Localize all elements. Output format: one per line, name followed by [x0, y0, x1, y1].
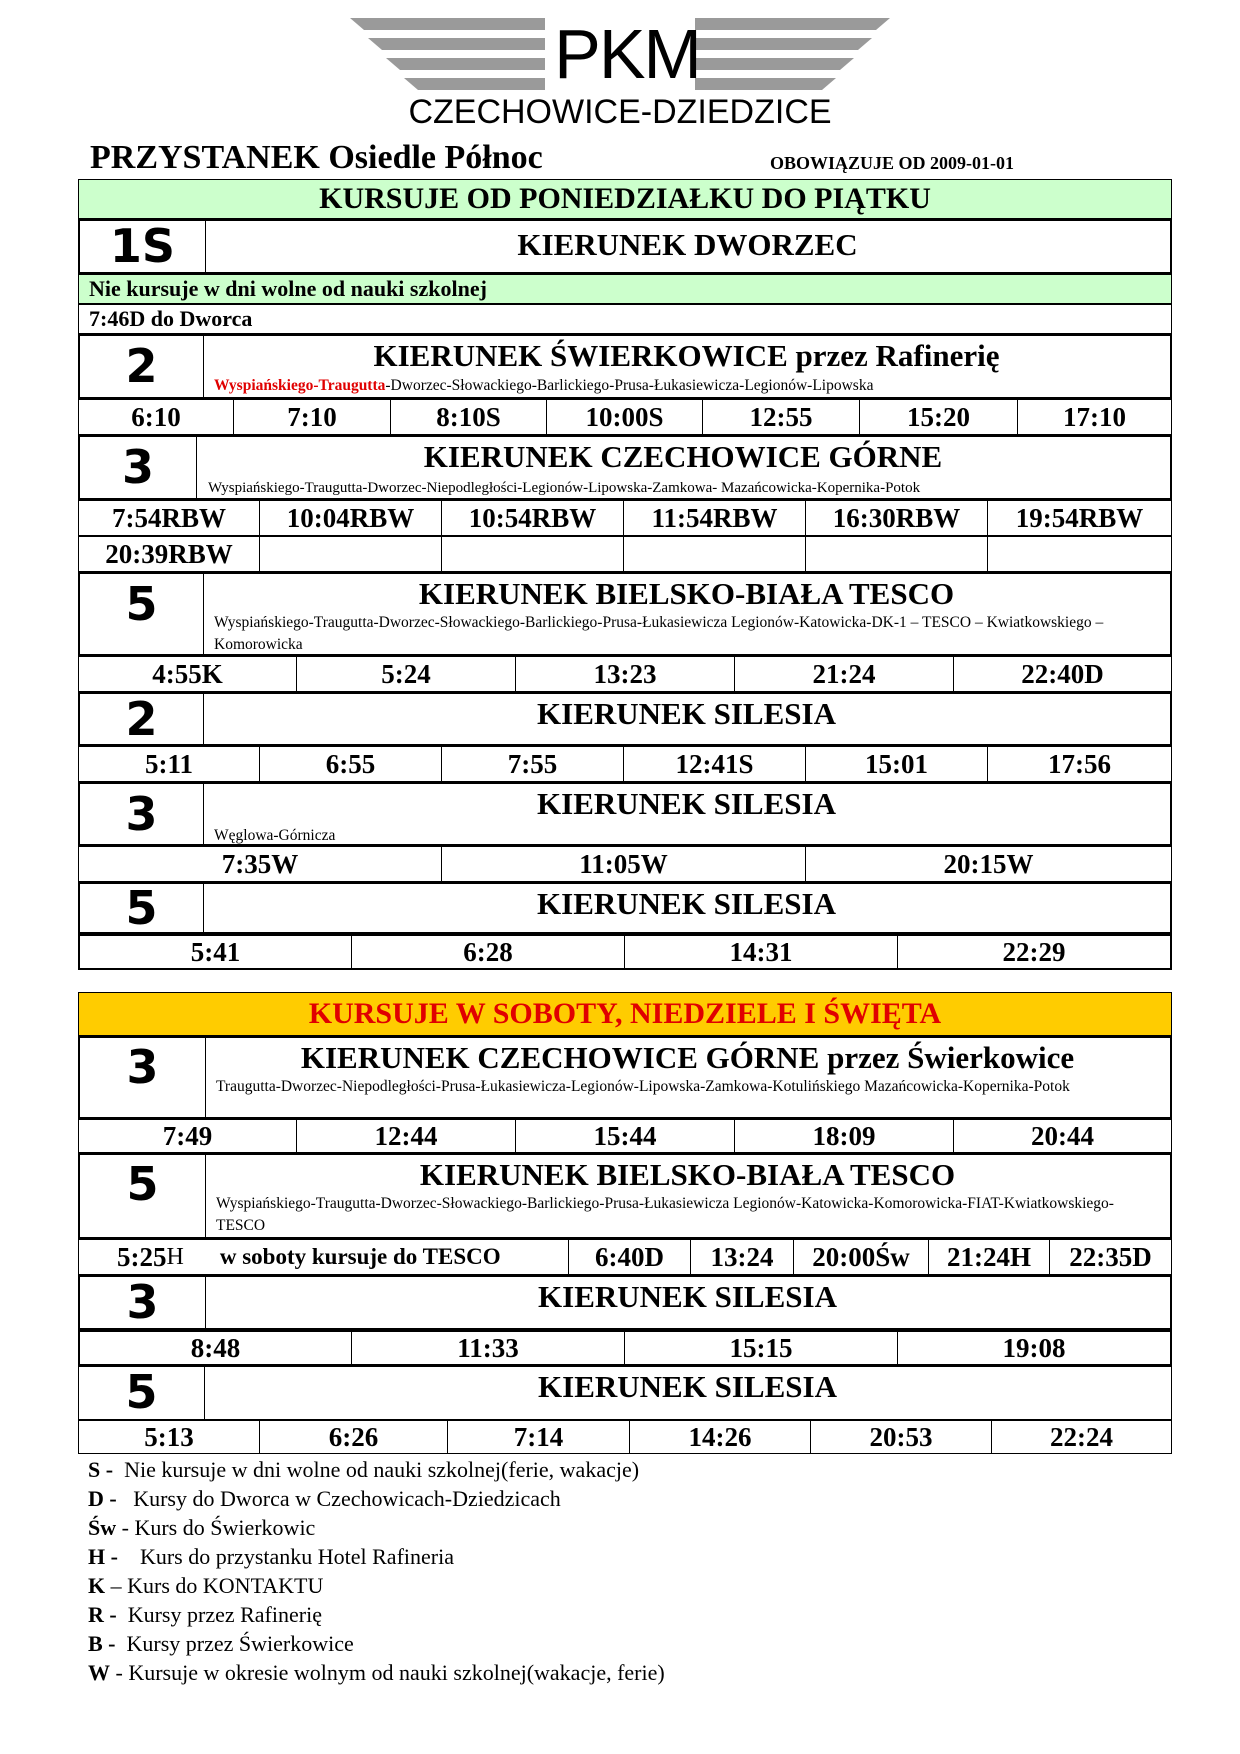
weekend-route-3-czechowice-times — [78, 1119, 1172, 1153]
departure-time: 7:35W — [79, 847, 442, 881]
route-number: 2 — [80, 694, 204, 744]
route-2-swierkowice-times — [78, 399, 1172, 435]
departure-time: 15:44 — [516, 1120, 735, 1152]
departure-time: 5:11 — [79, 747, 260, 781]
departure-time: 21:24 — [735, 657, 954, 691]
route-direction: KIERUNEK ŚWIERKOWICE przez Rafinerię — [373, 338, 1000, 373]
route-via: Wyspiańskiego-Traugutta-Dworzec-Słowackiego-Barlickiego-Prusa-Łukasiewicza Legionów-Katowicka-DK-1 – TESCO – Kwiatkowskiego – Komorowicka — [214, 614, 1104, 653]
departure-time: 14:26 — [630, 1421, 811, 1453]
route-number: 3 — [80, 1277, 206, 1328]
route-1s-note: Nie kursuje w dni wolne od nauki szkolnej — [78, 274, 1172, 304]
departure-time: 7:55 — [442, 747, 624, 781]
legend-item — [88, 1658, 665, 1687]
route-3-czechowice-times-row1 — [78, 500, 1172, 536]
departure-time: 11:33 — [352, 1332, 625, 1364]
legend-item — [88, 1571, 665, 1600]
route-via-rest: -Dworzec-Słowackiego-Barlickiego-Prusa-Łukasiewicza-Legionów-Lipowska — [385, 377, 874, 394]
departure-time-with-note — [79, 1240, 569, 1274]
legend-item — [88, 1542, 665, 1571]
departure-note: w soboty kursuje do TESCO — [219, 1244, 501, 1269]
departure-time: 7:54RBW — [79, 501, 260, 535]
route-direction: KIERUNEK SILESIA — [537, 696, 836, 731]
departure-time: 22:29 — [1002, 936, 1066, 967]
departure-time: 6:40D — [569, 1240, 691, 1274]
weekend-route-3-czechowice-gorne — [78, 1036, 1172, 1119]
empty-cell — [442, 537, 624, 571]
weekday-heading: KURSUJE OD PONIEDZIAŁKU DO PIĄTKU — [78, 179, 1172, 219]
route-via-start: Wyspiańskiego-Traugutta — [214, 377, 386, 394]
weekend-route-3-silesia — [78, 1275, 1172, 1330]
departure-time: 19:54RBW — [1015, 502, 1144, 533]
route-number: 5 — [80, 884, 204, 932]
weekend-route-3-silesia-times — [78, 1330, 1172, 1366]
legend-item — [88, 1484, 665, 1513]
legend-key: Św — [88, 1515, 117, 1540]
departure-time: 12:55 — [703, 400, 860, 434]
route-2-swierkowice — [78, 334, 1172, 399]
departure-time: 22:40D — [1021, 658, 1104, 689]
route-direction: KIERUNEK SILESIA — [538, 1369, 837, 1404]
departure-time: 7:14 — [448, 1421, 630, 1453]
route-direction: KIERUNEK CZECHOWICE GÓRNE — [423, 439, 943, 474]
departure-time: 6:26 — [260, 1421, 448, 1453]
legend-text: Kursy przez Rafinerię — [116, 1602, 322, 1627]
departure-time: 20:15W — [943, 848, 1034, 879]
weekend-route-5-bielsko-times — [78, 1239, 1172, 1275]
route-2-silesia-times — [78, 746, 1172, 782]
legend-key: B - — [88, 1631, 116, 1656]
departure-time: 8:48 — [80, 1332, 352, 1364]
route-number: 5 — [79, 1367, 205, 1419]
departure-time: 5:24 — [297, 657, 516, 691]
route-number: 3 — [80, 784, 204, 844]
legend-text: Kurs do przystanku Hotel Rafineria — [117, 1544, 454, 1569]
route-direction: KIERUNEK SILESIA — [537, 886, 836, 921]
route-3-czechowice-times-row2 — [78, 536, 1172, 572]
weekend-route-5-bielsko-tesco — [78, 1153, 1172, 1239]
departure-time: 4:55K — [79, 657, 297, 691]
departure-time: 20:53 — [811, 1421, 992, 1453]
departure-time: 12:44 — [297, 1120, 516, 1152]
empty-cell — [988, 537, 1171, 571]
departure-time: 13:24 — [691, 1240, 794, 1274]
departure-time: 17:56 — [1048, 748, 1111, 779]
route-via — [214, 375, 873, 397]
departure-time: 11:05W — [442, 847, 806, 881]
departure-time: 7:49 — [79, 1120, 297, 1152]
departure-time: 10:00S — [547, 400, 703, 434]
legend-item — [88, 1629, 665, 1658]
logo-brand: PKM — [554, 15, 700, 93]
departure-time: 17:10 — [1063, 401, 1126, 432]
route-number: 5 — [80, 574, 204, 654]
legend-key: D - — [88, 1486, 117, 1511]
departure-time: 7:10 — [234, 400, 391, 434]
route-5-bielsko-times — [78, 656, 1172, 692]
departure-time: 5:41 — [80, 936, 352, 968]
route-5-bielsko-tesco — [78, 572, 1172, 656]
route-3-silesia-times — [78, 846, 1172, 882]
departure-time: 15:01 — [806, 747, 988, 781]
legend-text: - Kurs do Świerkowic — [116, 1515, 316, 1540]
route-number: 5 — [80, 1155, 206, 1237]
departure-time: 11:54RBW — [624, 501, 806, 535]
route-direction: KIERUNEK SILESIA — [538, 1279, 837, 1314]
departure-time: 22:24 — [1050, 1421, 1113, 1452]
legend-text: Nie kursuje w dni wolne od nauki szkolnej(ferie, wakacje) — [113, 1457, 640, 1482]
legend-key: W — [88, 1660, 110, 1685]
route-via: Wyspiańskiego-Traugutta-Dworzec-Słowackiego-Barlickiego-Prusa-Łukasiewicza Legionów-Katowicka-Komorowicka-FIAT-Kwiatkowskiego-TESCO — [216, 1195, 1114, 1234]
route-direction: KIERUNEK DWORZEC — [517, 227, 858, 262]
legend-key: R - — [88, 1602, 117, 1627]
route-number: 3 — [80, 437, 197, 498]
legend-item — [88, 1455, 665, 1484]
route-via: Traugutta-Dworzec-Niepodległości-Prusa-Łukasiewicza-Legionów-Lipowska-Zamkowa-Kotulińskiego Mazańcowicka-Kopernika-Potok — [216, 1078, 1070, 1095]
departure-time: 10:04RBW — [260, 501, 442, 535]
legend-text: - Kursuje w okresie wolnym od nauki szkolnej(wakacje, ferie) — [110, 1660, 665, 1685]
departure-time: 12:41S — [624, 747, 806, 781]
legend-key: S - — [88, 1457, 114, 1482]
route-5-silesia — [78, 882, 1172, 934]
departure-time: 20:44 — [1031, 1120, 1094, 1151]
departure-time: 22:35D — [1069, 1241, 1152, 1272]
legend-text: – Kurs do KONTAKTU — [105, 1573, 324, 1598]
legend-item — [88, 1513, 665, 1542]
legend-item — [88, 1600, 665, 1629]
route-direction: KIERUNEK SILESIA — [537, 786, 836, 821]
route-direction: KIERUNEK BIELSKO-BIAŁA TESCO — [419, 1157, 956, 1192]
departure-time: 20:00Św — [794, 1240, 929, 1274]
route-number: 1S — [80, 221, 206, 272]
departure-time: 18:09 — [735, 1120, 954, 1152]
route-direction: KIERUNEK CZECHOWICE GÓRNE przez Świerkowice — [300, 1040, 1075, 1075]
legend-text: Kursy przez Świerkowice — [115, 1631, 354, 1656]
departure-time: 8:10S — [391, 400, 547, 434]
departure-time: 19:08 — [1002, 1332, 1066, 1363]
departure-time: 15:15 — [625, 1332, 898, 1364]
departure-time: 16:30RBW — [806, 501, 988, 535]
route-via: Węglowa-Górnicza — [214, 827, 336, 844]
departure-time: 10:54RBW — [442, 501, 624, 535]
departure-time: 5:13 — [79, 1421, 260, 1453]
route-1s-trip: 7:46D do Dworca — [78, 304, 1172, 334]
route-1s-dworzec — [78, 219, 1172, 274]
empty-cell — [624, 537, 806, 571]
weekend-route-5-silesia-times — [78, 1420, 1172, 1454]
time-suffix: H — [166, 1243, 184, 1270]
departure-time: 6:10 — [79, 400, 234, 434]
route-2-silesia — [78, 692, 1172, 746]
logo-city: CZECHOWICE-DZIEDZICE — [408, 93, 832, 131]
weekend-heading: KURSUJE W SOBOTY, NIEDZIELE I ŚWIĘTA — [78, 992, 1172, 1036]
route-3-czechowice-gorne — [78, 435, 1172, 500]
departure-time: 13:23 — [516, 657, 735, 691]
route-direction: KIERUNEK BIELSKO-BIAŁA TESCO — [418, 576, 955, 611]
weekend-route-5-silesia — [78, 1366, 1172, 1420]
legend — [88, 1455, 665, 1687]
route-via: Wyspiańskiego-Traugutta-Dworzec-Niepodległości-Legionów-Lipowska-Zamkowa- Mazańcowicka-Kopernika-Potok — [208, 480, 921, 496]
route-5-silesia-times — [78, 934, 1172, 970]
route-number: 2 — [80, 336, 204, 397]
legend-key: H - — [88, 1544, 118, 1569]
route-3-silesia — [78, 782, 1172, 846]
departure-time: 6:28 — [352, 936, 625, 968]
departure-time: 5:25 — [117, 1241, 167, 1272]
valid-from-date: OBOWIĄZUJE OD 2009-01-01 — [770, 153, 1015, 173]
empty-cell — [806, 537, 988, 571]
departure-time: 15:20 — [860, 400, 1018, 434]
departure-time: 21:24H — [929, 1240, 1050, 1274]
departure-time: 20:39RBW — [79, 537, 260, 571]
departure-time: 6:55 — [260, 747, 442, 781]
empty-cell — [260, 537, 442, 571]
route-number: 3 — [80, 1038, 206, 1117]
stop-title: PRZYSTANEK Osiedle Północ — [90, 139, 543, 176]
legend-text: Kursy do Dworca w Czechowicach-Dziedzicach — [116, 1486, 561, 1511]
legend-key: K — [88, 1573, 106, 1598]
departure-time: 14:31 — [625, 936, 898, 968]
